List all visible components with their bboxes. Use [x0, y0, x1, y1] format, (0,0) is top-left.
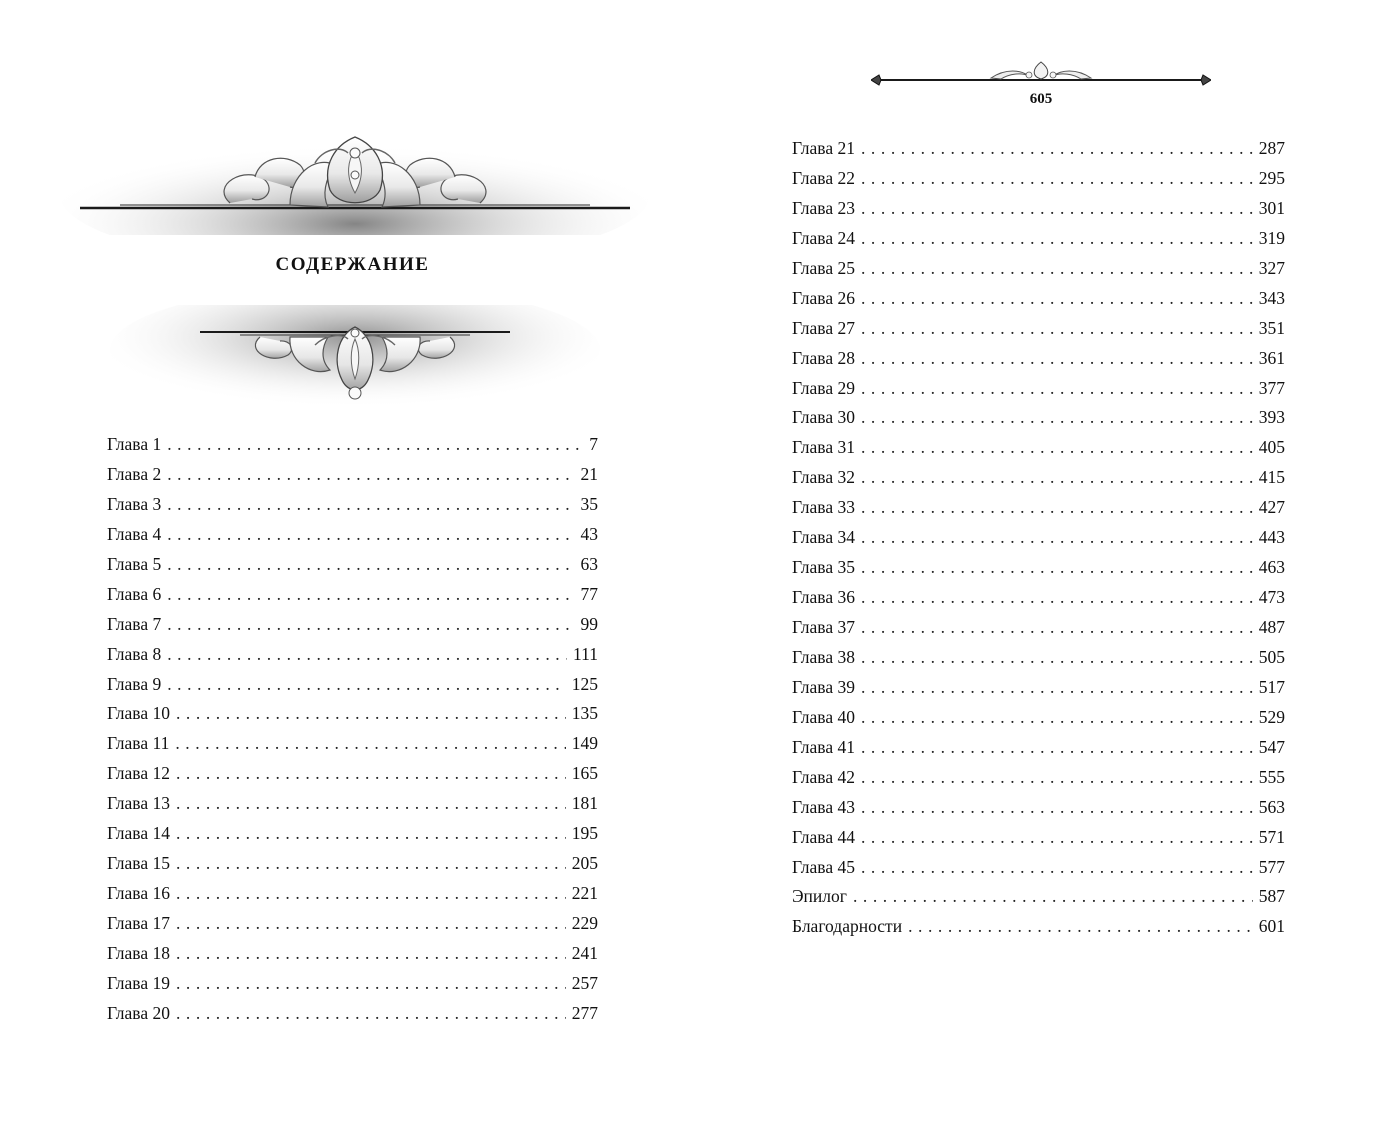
toc-entry-label: Глава 7 [107, 613, 162, 634]
toc-entry-label: Глава 20 [107, 1002, 170, 1023]
toc-entry-page-number: 277 [571, 1002, 598, 1023]
toc-entry-label: Глава 11 [107, 733, 170, 754]
toc-entry-page-number: 287 [1258, 138, 1285, 158]
toc-dot-leader [176, 879, 566, 909]
toc-entry-label: Глава 29 [792, 377, 855, 398]
toc-entry-label: Глава 21 [792, 138, 855, 158]
toc-dot-leader [861, 673, 1253, 703]
toc-entry-label: Глава 35 [792, 557, 855, 578]
toc-entry-page-number: 241 [571, 942, 598, 963]
toc-entry-page-number: 149 [571, 733, 598, 754]
toc-entry-page-number: 601 [1258, 916, 1285, 937]
toc-entry-page-number: 99 [580, 613, 598, 634]
toc-dot-leader [861, 164, 1253, 194]
toc-entry-label: Глава 34 [792, 527, 855, 548]
toc-entry-page-number: 63 [580, 553, 598, 574]
toc-entry-label: Глава 16 [107, 883, 170, 904]
toc-list-right [792, 134, 1285, 942]
toc-entry-page-number: 7 [589, 434, 598, 454]
toc-entry-label: Глава 33 [792, 497, 855, 518]
toc-entry-label: Глава 41 [792, 736, 855, 757]
toc-entry [792, 673, 1285, 703]
toc-entry-page-number: 377 [1258, 377, 1285, 398]
toc-dot-leader [853, 882, 1253, 912]
toc-entry [107, 909, 598, 939]
toc-entry [792, 403, 1285, 433]
toc-entry [792, 823, 1285, 853]
toc-entry [792, 284, 1285, 314]
toc-entry [107, 670, 598, 700]
toc-entry-page-number: 195 [571, 823, 598, 844]
toc-entry [792, 882, 1285, 912]
toc-dot-leader [176, 939, 566, 969]
toc-entry [107, 580, 598, 610]
toc-entry-page-number: 393 [1258, 407, 1285, 428]
toc-entry-page-number: 529 [1258, 706, 1285, 727]
toc-entry [792, 224, 1285, 254]
toc-dot-leader [861, 194, 1253, 224]
header-rule-ornament-icon [871, 58, 1211, 94]
toc-entry-label: Глава 25 [792, 257, 855, 278]
toc-dot-leader [861, 344, 1253, 374]
toc-dot-leader [861, 553, 1253, 583]
toc-entry [792, 134, 1285, 164]
toc-dot-leader [176, 789, 566, 819]
toc-dot-leader [861, 583, 1253, 613]
toc-entry-page-number: 205 [571, 853, 598, 874]
toc-entry [792, 374, 1285, 404]
toc-entry-page-number: 343 [1258, 287, 1285, 308]
toc-entry [107, 490, 598, 520]
toc-entry-label: Глава 10 [107, 703, 170, 724]
toc-entry-page-number: 43 [580, 523, 598, 544]
toc-entry [107, 430, 598, 460]
toc-entry-label: Глава 40 [792, 706, 855, 727]
toc-dot-leader [861, 763, 1253, 793]
toc-entry-page-number: 571 [1258, 826, 1285, 847]
toc-entry-page-number: 327 [1258, 257, 1285, 278]
toc-dot-leader [167, 670, 566, 700]
toc-dot-leader [861, 733, 1253, 763]
toc-entry [792, 793, 1285, 823]
toc-entry [792, 164, 1285, 194]
toc-dot-leader [176, 969, 566, 999]
toc-entry-page-number: 301 [1258, 197, 1285, 218]
toc-entry-page-number: 555 [1258, 766, 1285, 787]
toc-entry [792, 703, 1285, 733]
toc-entry-label: Глава 28 [792, 347, 855, 368]
toc-entry [792, 314, 1285, 344]
toc-entry [792, 733, 1285, 763]
toc-entry-label: Глава 17 [107, 913, 170, 933]
toc-dot-leader [861, 523, 1253, 553]
toc-entry [107, 999, 598, 1029]
toc-entry [792, 912, 1285, 942]
toc-entry-page-number: 125 [571, 673, 598, 694]
toc-dot-leader [908, 912, 1253, 942]
toc-entry-label: Глава 38 [792, 646, 855, 667]
toc-entry-page-number: 221 [571, 883, 598, 904]
toc-entry-page-number: 135 [571, 703, 598, 724]
toc-entry-page-number: 111 [573, 643, 598, 664]
left-page [0, 0, 696, 1125]
toc-dot-leader [167, 640, 567, 670]
toc-entry-page-number: 35 [580, 493, 598, 514]
toc-entry [792, 344, 1285, 374]
toc-dot-leader [861, 433, 1253, 463]
toc-dot-leader [861, 613, 1253, 643]
toc-entry-label: Глава 26 [792, 287, 855, 308]
toc-entry-label: Глава 5 [107, 553, 162, 574]
toc-entry [107, 699, 598, 729]
toc-entry-label: Глава 37 [792, 617, 855, 637]
toc-entry-page-number: 517 [1258, 676, 1285, 697]
toc-entry-page-number: 443 [1258, 527, 1285, 548]
baroque-ornament-top-icon [60, 95, 650, 235]
toc-list-left [107, 430, 598, 1029]
toc-entry-label: Глава 45 [792, 856, 855, 877]
toc-entry-label: Глава 43 [792, 796, 855, 817]
toc-entry-label: Глава 12 [107, 763, 170, 784]
toc-entry [107, 729, 598, 759]
toc-entry-label: Глава 22 [792, 167, 855, 188]
toc-entry-label: Глава 30 [792, 407, 855, 428]
toc-entry-page-number: 587 [1258, 886, 1285, 907]
toc-entry [107, 640, 598, 670]
toc-dot-leader [861, 134, 1253, 164]
toc-entry-page-number: 77 [580, 583, 598, 604]
toc-dot-leader [176, 699, 566, 729]
toc-entry-page-number: 463 [1258, 557, 1285, 578]
toc-entry-page-number: 257 [571, 972, 598, 993]
toc-dot-leader [167, 460, 574, 490]
toc-entry [792, 433, 1285, 463]
page-number: 605 [1029, 91, 1053, 107]
toc-entry [107, 460, 598, 490]
toc-dot-leader [861, 284, 1253, 314]
toc-entry [792, 553, 1285, 583]
toc-entry-label: Глава 9 [107, 673, 162, 694]
toc-dot-leader [167, 520, 574, 550]
toc-dot-leader [861, 403, 1253, 433]
toc-entry-page-number: 319 [1258, 227, 1285, 248]
toc-dot-leader [861, 224, 1253, 254]
toc-entry [792, 643, 1285, 673]
toc-entry [792, 254, 1285, 284]
toc-dot-leader [861, 703, 1253, 733]
toc-entry-label: Глава 15 [107, 853, 170, 874]
toc-entry-page-number: 361 [1258, 347, 1285, 368]
toc-entry-page-number: 563 [1258, 796, 1285, 817]
toc-entry-label: Глава 31 [792, 437, 855, 458]
toc-entry-label: Глава 14 [107, 823, 170, 844]
toc-entry-page-number: 229 [571, 913, 598, 933]
toc-entry-label: Глава 24 [792, 227, 855, 248]
toc-entry [107, 969, 598, 999]
toc-entry-label: Глава 4 [107, 523, 162, 544]
toc-entry-page-number: 415 [1258, 467, 1285, 488]
toc-dot-leader [861, 463, 1253, 493]
toc-entry-label: Глава 1 [107, 434, 162, 454]
toc-entry-page-number: 577 [1258, 856, 1285, 877]
toc-entry-label: Глава 19 [107, 972, 170, 993]
toc-entry [792, 523, 1285, 553]
toc-entry [107, 610, 598, 640]
toc-dot-leader [861, 853, 1253, 883]
toc-entry-page-number: 473 [1258, 587, 1285, 608]
right-page [696, 0, 1393, 1125]
toc-entry [107, 520, 598, 550]
toc-entry [107, 550, 598, 580]
toc-dot-leader [861, 314, 1253, 344]
toc-entry-label: Глава 32 [792, 467, 855, 488]
toc-entry [107, 939, 598, 969]
toc-entry-page-number: 405 [1258, 437, 1285, 458]
toc-entry-label: Глава 36 [792, 587, 855, 608]
toc-entry-label: Глава 3 [107, 493, 162, 514]
toc-entry-page-number: 427 [1258, 497, 1285, 518]
toc-entry [107, 759, 598, 789]
toc-entry-page-number: 181 [571, 793, 598, 814]
toc-entry [107, 819, 598, 849]
toc-entry-label: Эпилог [792, 886, 847, 907]
toc-dot-leader [861, 793, 1253, 823]
toc-entry-label: Глава 6 [107, 583, 162, 604]
toc-entry-page-number: 547 [1258, 736, 1285, 757]
toc-entry [107, 879, 598, 909]
toc-dot-leader [176, 819, 566, 849]
toc-entry-label: Благодарности [792, 916, 903, 937]
toc-entry-label: Глава 18 [107, 942, 170, 963]
toc-dot-leader [167, 610, 574, 640]
toc-entry [792, 583, 1285, 613]
toc-entry-page-number: 487 [1258, 617, 1285, 637]
toc-dot-leader [861, 374, 1253, 404]
toc-entry-page-number: 295 [1258, 167, 1285, 188]
toc-entry [792, 613, 1285, 643]
toc-entry [792, 763, 1285, 793]
toc-entry [792, 194, 1285, 224]
toc-dot-leader [175, 729, 565, 759]
toc-dot-leader [861, 493, 1253, 523]
toc-dot-leader [861, 823, 1253, 853]
toc-entry [792, 463, 1285, 493]
toc-entry-page-number: 165 [571, 763, 598, 784]
toc-entry [792, 853, 1285, 883]
toc-entry-label: Глава 39 [792, 676, 855, 697]
toc-dot-leader [176, 909, 566, 939]
toc-entry-label: Глава 42 [792, 766, 855, 787]
toc-dot-leader [167, 490, 574, 520]
baroque-ornament-bottom-icon [110, 305, 600, 425]
toc-dot-leader [176, 999, 566, 1029]
toc-dot-leader [176, 849, 566, 879]
toc-entry-label: Глава 13 [107, 793, 170, 814]
toc-dot-leader [861, 254, 1253, 284]
toc-entry-label: Глава 27 [792, 317, 855, 338]
toc-entry [792, 493, 1285, 523]
toc-entry-page-number: 21 [580, 463, 598, 484]
toc-entry-label: Глава 8 [107, 643, 162, 664]
toc-entry-label: Глава 2 [107, 463, 162, 484]
toc-entry-page-number: 351 [1258, 317, 1285, 338]
toc-dot-leader [167, 580, 574, 610]
toc-dot-leader [167, 550, 574, 580]
toc-dot-leader [861, 643, 1253, 673]
toc-dot-leader [167, 430, 583, 460]
toc-entry-label: Глава 23 [792, 197, 855, 218]
page-title: СОДЕРЖАНИЕ [275, 254, 430, 275]
toc-entry [107, 789, 598, 819]
toc-entry-page-number: 505 [1258, 646, 1285, 667]
toc-entry [107, 849, 598, 879]
toc-entry-label: Глава 44 [792, 826, 855, 847]
toc-dot-leader [176, 759, 566, 789]
